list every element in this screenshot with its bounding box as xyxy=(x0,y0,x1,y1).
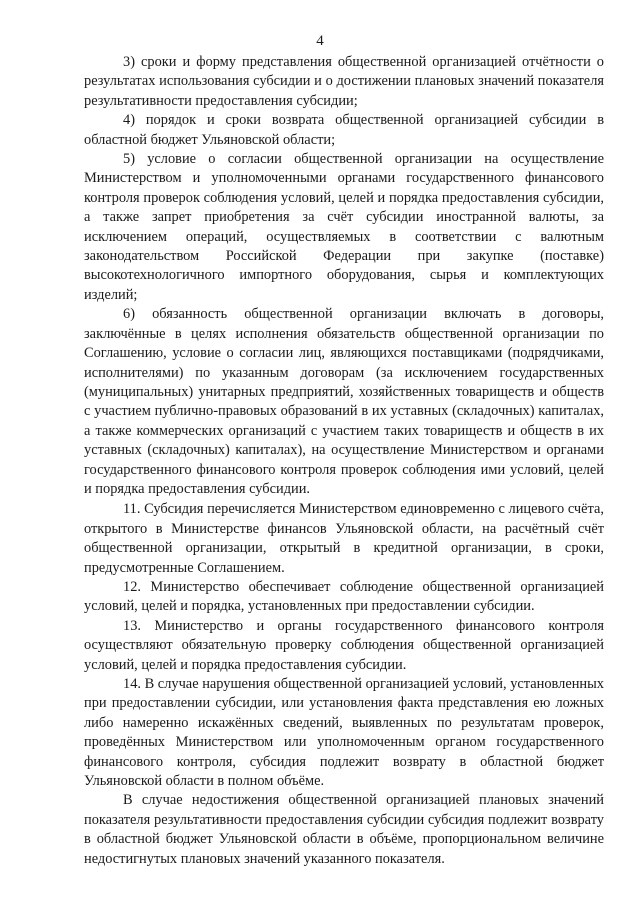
paragraph-clause-14-continued: В случае недостижения общественной организацией плановых значений показателя результативности предоставления субсидии субсидия подлежит возврату в областной бюджет Ульяновской области в объёме, пропорциональном величине недостигнутых плановых значений указанного показателя. xyxy=(84,792,604,867)
paragraph-item-4: 4) порядок и сроки возврата общественной организацией субсидии в областной бюджет Ульяновской области; xyxy=(84,112,604,148)
paragraph-item-5: 5) условие о согласии общественной организации на осуществление Министерством и уполномоченными органами государственного финансового контроля проверок соблюдения условий, целей и порядка предоставления субсидии, а также запрет приобретения за счёт субсидии иностранной валюты, за исключением операций, осуществляемых в соответствии с валютным законодательством Российской Федерации при закупке (поставке) высокотехнологичного импортного оборудования, сырья и комплектующих изделий; xyxy=(84,151,604,303)
paragraph-clause-12: 12. Министерство обеспечивает соблюдение общественной организацией условий, целей и порядка, установленных при предоставлении субсидии. xyxy=(84,578,604,615)
document-body xyxy=(84,53,604,869)
page-number: 4 xyxy=(316,33,324,49)
paragraph-item-6: 6) обязанность общественной организации включать в договоры, заключённые в целях исполнения обязательств общественной организации по Соглашению, условие о согласии лиц, являющихся поставщиками (подрядчиками, исполнителями) по указанным договорам (за исключением государственных (муниципальных) унитарных предприятий, хозяйственных товариществ и обществ с участием публично-правовых образований в их уставных (складочных) капиталах, а также коммерческих организаций с участием таких товариществ и обществ в их уставных (складочных) капиталах), на осуществление Министерством и органами государственного финансового контроля проверок соблюдения ими условий, целей и порядка предоставления субсидии. xyxy=(84,306,604,497)
paragraph-clause-11: 11. Субсидия перечисляется Министерством единовременно с лицевого счёта, открытого в Министерстве финансов Ульяновской области, на расчётный счёт общественной организации, открытый в кредитной организации, в сроки, предусмотренные Соглашением. xyxy=(84,501,604,576)
paragraph-clause-14: 14. В случае нарушения общественной организацией условий, установленных при предоставлении субсидии, или установления факта представления ею ложных либо намеренно искажённых сведений, выявленных по результатам проверок, проведённых Министерством или уполномоченным органом государственного финансового контроля, субсидия подлежит возврату в областной бюджет Ульяновской области в полном объёме. xyxy=(84,676,604,790)
paragraph-clause-13: 13. Министерство и органы государственного финансового контроля осуществляют обязательную проверку соблюдения общественной организацией условий, целей и порядка предоставления субсидии. xyxy=(84,617,604,673)
paragraph-item-3: 3) сроки и форму представления общественной организацией отчётности о результатах использования субсидии и о достижении плановых значений показателя результативности предоставления субсидии; xyxy=(84,54,604,109)
